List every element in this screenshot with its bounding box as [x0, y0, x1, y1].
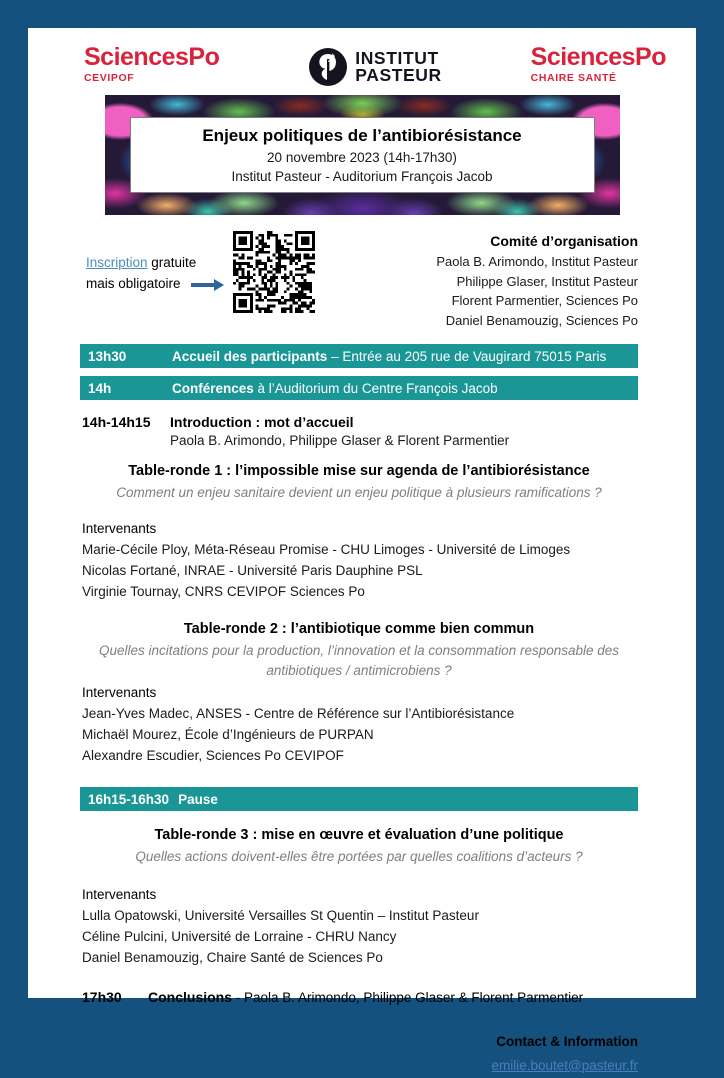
sciencespo-cevipof-logo: [84, 45, 219, 84]
introduction-speakers: Paola B. Arimondo, Philippe Glaser & Florent Parmentier: [170, 433, 638, 448]
cevipof-label: CEVIPOF: [84, 73, 219, 84]
schedule-label: Conférences: [172, 381, 254, 396]
session-1-question: Comment un enjeu sanitaire devient un enjeu politique à plusieurs ramifications ?: [92, 483, 626, 503]
speaker: Daniel Benamouzig, Chaire Santé de Sciences Po: [82, 948, 638, 969]
speakers-label: Intervenants: [82, 683, 638, 704]
contact-block: [28, 1031, 638, 1078]
event-date: 20 novembre 2023 (14h-17h30): [131, 150, 594, 165]
schedule-bar-13h30: [80, 344, 638, 368]
event-title-box: [130, 117, 595, 193]
registration-row: [86, 231, 638, 330]
bacteria-banner-image: [105, 95, 620, 215]
institut-pasteur-logo: [308, 47, 442, 87]
session-3-title: Table-ronde 3 : mise en œuvre et évaluation d’une politique: [80, 827, 638, 843]
schedule-time: 13h30: [80, 349, 172, 364]
conclusions-label: Conclusions: [148, 989, 232, 1005]
session-1-title: Table-ronde 1 : l’impossible mise sur agenda de l’antibiorésistance: [80, 463, 638, 479]
registration-note-rest: gratuite: [148, 255, 197, 270]
speakers-label: Intervenants: [82, 519, 638, 540]
sciencespo-logo-text: SciencesPo: [84, 45, 219, 70]
introduction-title: Introduction : mot d’accueil: [170, 414, 354, 430]
logo-row: [84, 45, 666, 87]
qr-code: [233, 231, 315, 313]
schedule-bar-14h: [80, 376, 638, 400]
speaker: Nicolas Fortané, INRAE - Université Paris Dauphine PSL: [82, 561, 638, 582]
conclusions-speakers: - Paola B. Arimondo, Philippe Glaser & Florent Parmentier: [232, 990, 583, 1005]
pause-label: Pause: [178, 792, 218, 807]
sciencespo-logo-text: SciencesPo: [531, 45, 666, 70]
chaire-sante-label: CHAIRE SANTÉ: [531, 73, 666, 84]
sciencespo-chaire-sante-logo: [531, 45, 666, 84]
registration-note: [86, 253, 215, 295]
introduction-time: 14h-14h15: [82, 414, 170, 430]
speaker: Alexandre Escudier, Sciences Po CEVIPOF: [82, 746, 638, 767]
contact-email-link[interactable]: emilie.boutet@pasteur.fr: [491, 1058, 638, 1073]
session-3-speakers: [82, 885, 638, 969]
introduction-item: [82, 414, 638, 448]
conclusions-time: 17h30: [82, 989, 148, 1005]
schedule-label: Accueil des participants: [172, 349, 327, 364]
pause-bar: [80, 787, 638, 811]
registration-note-line2: mais obligatoire: [86, 274, 181, 295]
program-page: [28, 28, 696, 998]
schedule-detail: – Entrée au 205 rue de Vaugirard 75015 Paris: [327, 349, 606, 364]
speaker: Virginie Tournay, CNRS CEVIPOF Sciences Po: [82, 582, 638, 603]
session-1-speakers: [82, 519, 638, 603]
institut-pasteur-logo-text: INSTITUT PASTEUR: [355, 50, 442, 83]
speakers-label: Intervenants: [82, 885, 638, 906]
event-venue: Institut Pasteur - Auditorium François Jacob: [131, 169, 594, 184]
session-3-question: Quelles actions doivent-elles être portées par quelles coalitions d’acteurs ?: [92, 847, 626, 867]
session-2-speakers: [82, 683, 638, 767]
organizing-committee: [436, 231, 638, 330]
speaker: Marie-Cécile Ploy, Méta-Réseau Promise - CHU Limoges - Université de Limoges: [82, 540, 638, 561]
speaker: Michaël Mourez, École d’Ingénieurs de PURPAN: [82, 725, 638, 746]
committee-member: Florent Parmentier, Sciences Po: [436, 291, 638, 311]
committee-member: Philippe Glaser, Institut Pasteur: [436, 272, 638, 292]
speaker: Lulla Opatowski, Université Versailles St Quentin – Institut Pasteur: [82, 906, 638, 927]
institut-pasteur-logo-icon: [308, 47, 348, 87]
inscription-link[interactable]: Inscription: [86, 255, 148, 270]
committee-member: Paola B. Arimondo, Institut Pasteur: [436, 252, 638, 272]
event-title: Enjeux politiques de l’antibiorésistance: [131, 126, 594, 146]
conclusions-item: [82, 989, 638, 1005]
session-2-question: Quelles incitations pour la production, l’innovation et la consommation responsable des antibiotiques / antimicrobiens ?: [92, 641, 626, 682]
speaker: Céline Pulcini, Université de Lorraine - CHRU Nancy: [82, 927, 638, 948]
session-2-title: Table-ronde 2 : l’antibiotique comme bien commun: [80, 621, 638, 637]
speaker: Jean-Yves Madec, ANSES - Centre de Référence sur l’Antibiorésistance: [82, 704, 638, 725]
arrow-right-icon: [191, 283, 215, 287]
pause-time: 16h15-16h30: [80, 792, 169, 807]
committee-member: Daniel Benamouzig, Sciences Po: [436, 311, 638, 331]
schedule-detail: à l’Auditorium du Centre François Jacob: [254, 381, 498, 396]
committee-title: Comité d’organisation: [436, 231, 638, 252]
schedule-time: 14h: [80, 381, 172, 396]
contact-title: Contact & Information: [28, 1031, 638, 1053]
